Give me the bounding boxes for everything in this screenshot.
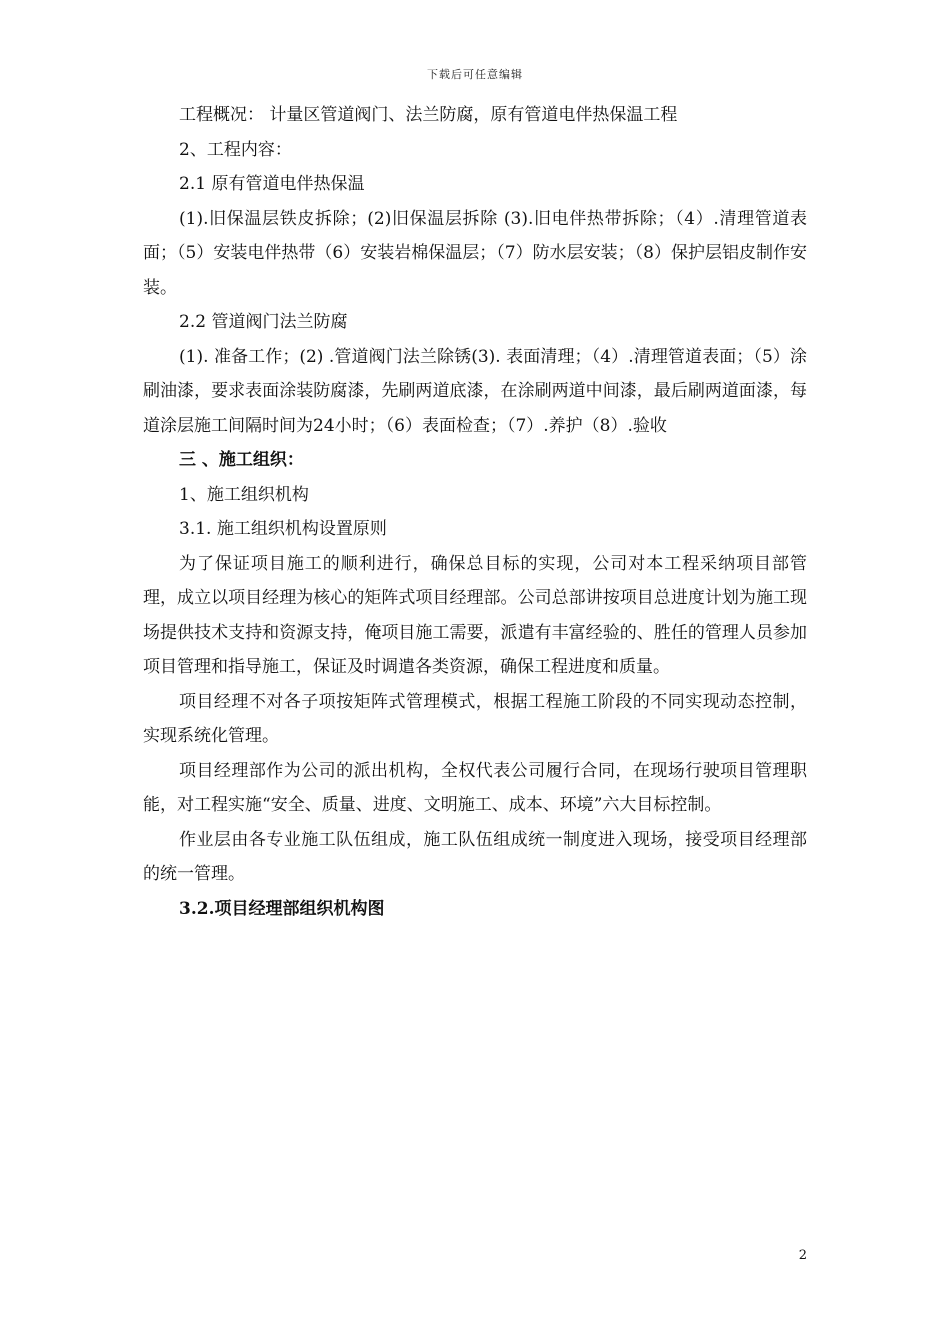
document-body bbox=[143, 98, 807, 926]
page-number: 2 bbox=[798, 1248, 807, 1263]
paragraph-principle-2: 项目经理不对各子项按矩阵式管理模式，根据工程施工阶段的不同实现动态控制，实现系统化管理。 bbox=[143, 691, 807, 746]
paragraph-principle-4: 作业层由各专业施工队伍组成，施工队伍组成统一制度进入现场，接受项目经理部的统一管理。 bbox=[143, 829, 807, 884]
section-heading-organization: 三 、施工组织： bbox=[179, 450, 304, 470]
paragraph-principle-1: 为了保证项目施工的顺利进行，确保总目标的实现，公司对本工程采纳项目部管理，成立以项目经理为核心的矩阵式项目经理部。公司总部讲按项目总进度计划为施工现场提供技术支持和资源支持，俺项目施工需要，派遣有丰富经验的、胜任的管理人员参加项目管理和指导施工，保证及时调遣各类资源，确保工程进度和质量。 bbox=[143, 553, 807, 677]
paragraph-overview: 工程概况： 计量区管道阀门、法兰防腐，原有管道电伴热保温工程 bbox=[179, 105, 678, 125]
header-note: 下载后可任意编辑 bbox=[427, 68, 523, 81]
paragraph-organization-heading: 1、施工组织机构 bbox=[179, 484, 309, 505]
paragraph-subheading-2-1: 2.1 原有管道电伴热保温 bbox=[179, 174, 365, 194]
paragraph-insulation-steps: (1).旧保温层铁皮拆除；(2)旧保温层拆除 (3).旧电伴热带拆除；（4）.清理管道表面；（5）安装电伴热带（6）安装岩棉保温层；（7）防水层安装；（8）保护层铝皮制作安装。 bbox=[143, 208, 807, 298]
paragraph-principle-3: 项目经理部作为公司的派出机构，全权代表公司履行合同，在现场行驶项目管理职能，对工程实施“安全、质量、进度、文明施工、成本、环境”六大目标控制。 bbox=[143, 760, 807, 815]
paragraph-subheading-2-2: 2.2 管道阀门法兰防腐 bbox=[179, 312, 348, 332]
subheading-3-2: 3.2.项目经理部组织机构图 bbox=[179, 898, 385, 919]
paragraph-subheading-3-1: 3.1. 施工组织机构设置原则 bbox=[179, 519, 387, 539]
paragraph-anticorrosion-steps: (1). 准备工作；(2) .管道阀门法兰除锈(3). 表面清理；（4）.清理管道表面；（5）涂刷油漆，要求表面涂装防腐漆，先刷两道底漆，在涂刷两道中间漆，最后刷两道面漆，每道涂层施工间隔时间为24小时；（6）表面检查；（7）.养护（8）.验收 bbox=[143, 346, 807, 436]
paragraph-content-heading: 2、工程内容： bbox=[179, 139, 292, 160]
